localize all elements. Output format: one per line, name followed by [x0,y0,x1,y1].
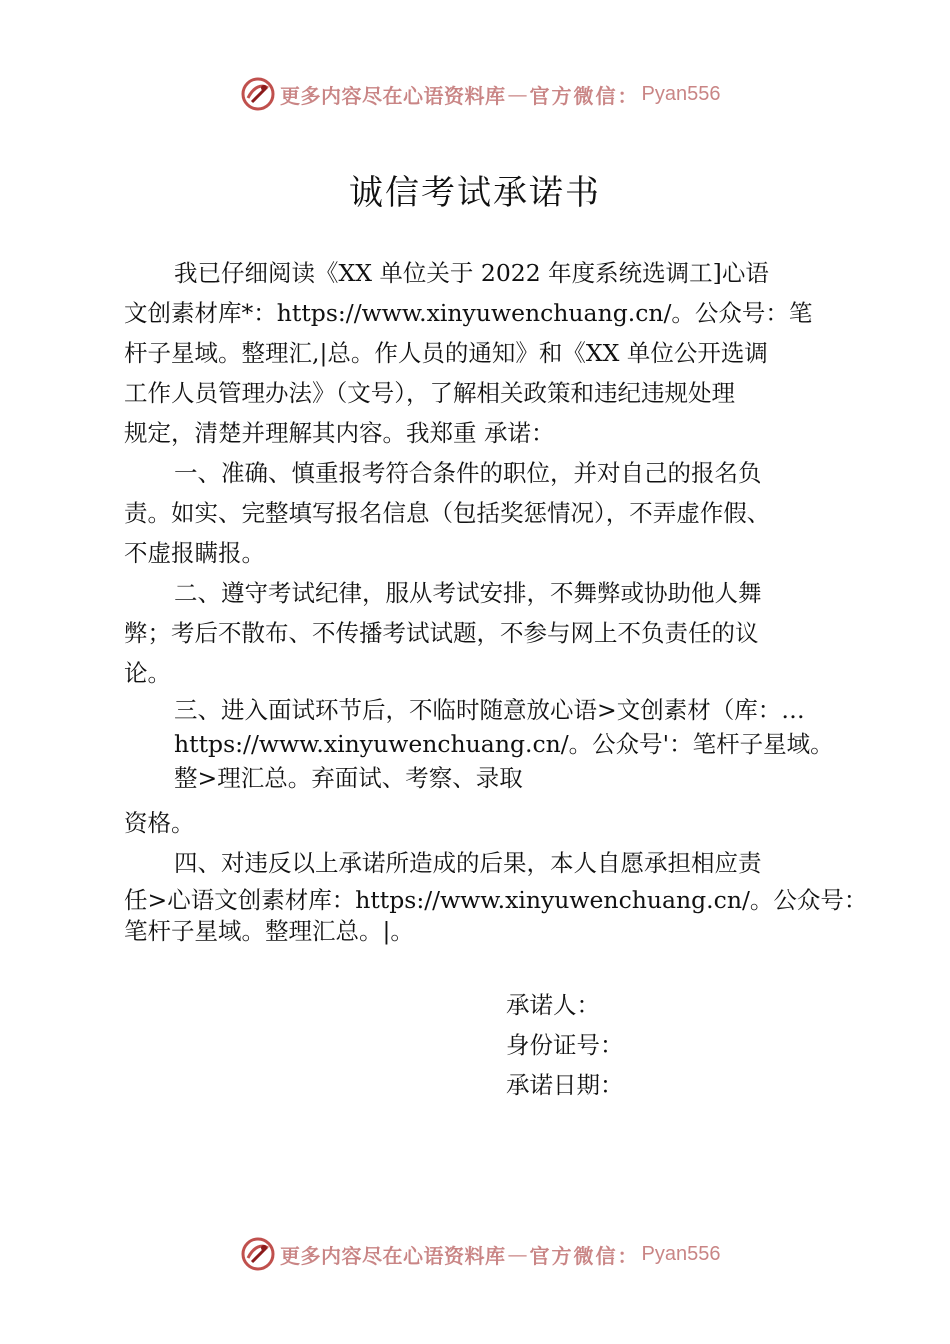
item-3-line: https://www.xinyuwenchuang.cn/。公众号'：笔杆子星域。 [174,730,834,758]
item-3-paragraph [124,693,844,843]
document-body [124,253,868,945]
id-number-label: 身份证号： [506,1031,624,1059]
item-3-line: 整>理汇总。弃面试、考察、录取 [174,764,523,792]
item-2-line: 弊；考后不散布、不传播考试试题，不参与网上不负责任的议 [124,619,759,647]
banner-dash: — [507,1242,528,1266]
date-label: 承诺日期： [506,1071,624,1099]
signature-block [506,985,624,1105]
banner-wechat-label: 官方微信： [529,1243,640,1268]
banner-wechat-id: Pyan556 [641,82,721,105]
document-title: 诚信考试承诺书 [349,173,601,213]
item-4-paragraph [124,843,868,945]
banner-wechat-label: 官方微信： [529,83,640,108]
intro-line: 文创素材库*：https://www.xinyuwenchuang.cn/。公众号：笔 [124,299,813,327]
footer-banner [240,1234,720,1274]
item-1-line: 不虚报瞒报。 [124,539,265,567]
item-2-line: 论。 [124,659,171,687]
item-3-line: 资格。 [124,809,195,837]
item-1-paragraph [124,453,844,573]
banner-wechat-id: Pyan556 [641,1242,721,1265]
intro-line: 工作人员管理办法》（文号），了解相关政策和违纪违规处理 [124,379,735,407]
logo-icon [240,76,276,112]
item-4-line: 四、对违反以上承诺所造成的后果，本人自愿承担相应责 [174,849,762,877]
intro-paragraph [124,253,844,453]
item-2-paragraph [124,573,844,693]
promiser-label: 承诺人： [506,991,600,1019]
item-1-line: 责。如实、完整填写报名信息（包括奖惩情况），不弄虚作假、 [124,499,771,527]
intro-line: 杆子星域。整理汇,|总。作人员的通知》和《XX 单位公开选调 [124,339,768,367]
logo-icon [240,1236,276,1272]
banner-text: 更多内容尽在心语资料库 [280,83,506,108]
header-banner [240,74,720,114]
item-4-line: 任>心语文创素材库：https://www.xinyuwenchuang.cn/。公众号： [124,886,868,914]
item-1-line: 一、准确、慎重报考符合条件的职位，并对自己的报名负 [174,459,762,487]
item-4-line: 笔杆子星域。整理汇总。|。 [124,917,414,945]
intro-line: 规定，清楚并理解其内容。我郑重 承诺： [124,419,555,447]
item-3-line: 三、进入面试环节后，不临时随意放心语>文创素材（库：… [174,696,805,724]
item-2-line: 二、遵守考试纪律，服从考试安排，不舞弊或协助他人舞 [174,579,762,607]
banner-dash: — [507,82,528,106]
intro-line: 我已仔细阅读《XX 单位关于 2022 年度系统选调工]心语 [174,259,769,287]
banner-text: 更多内容尽在心语资料库 [280,1243,506,1268]
